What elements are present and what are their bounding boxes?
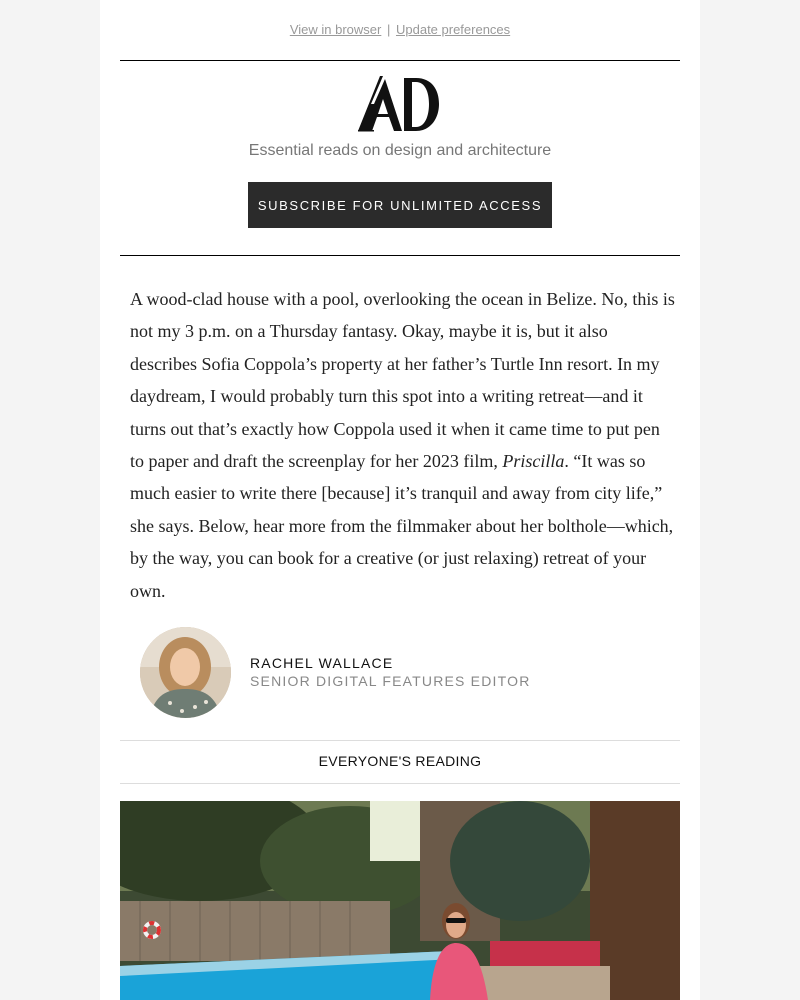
article-intro: [130, 283, 675, 607]
tagline: Essential reads on design and architecture: [248, 142, 552, 159]
preheader-separator: |: [386, 22, 391, 37]
email-container: [100, 0, 700, 1000]
hero-photo: [120, 801, 680, 1000]
subscribe-button[interactable]: SUBSCRIBE FOR UNLIMITED ACCESS: [248, 182, 552, 228]
author-title: SENIOR DIGITAL FEATURES EDITOR: [250, 673, 531, 689]
top-divider: [120, 60, 680, 61]
section-bottom-divider: [120, 783, 680, 784]
section-top-divider: [120, 740, 680, 741]
article-intro-continued: . “It was so much easier to write there [because] it’s tranquil and away from city life,” she says. Below, hear more from the filmmaker about her bolthole—which, by the way, you can book for a creative (or just relaxing) retreat of your own.: [130, 451, 674, 601]
author-portrait-image: [140, 627, 231, 718]
update-preferences-link[interactable]: Update preferences: [395, 22, 511, 37]
article-intro-text: A wood-clad house with a pool, overlooking the ocean in Belize. No, this is not my 3 p.m. on a Thursday fantasy. Okay, maybe it is, but it also describes Sofia Coppola’s property at her father’s Turtle Inn resort. In my daydream, I would probably turn this spot into a writing retreat—and it turns out that’s exactly how Coppola used it when it came time to put pen to paper and draft the screenplay for her 2023 film,: [130, 289, 675, 472]
hero-image[interactable]: [120, 801, 680, 1000]
film-title: Priscilla: [502, 451, 565, 472]
author-name: RACHEL WALLACE: [250, 655, 394, 671]
author-avatar: [140, 627, 231, 718]
ad-logo-mark: [358, 74, 442, 134]
view-in-browser-link[interactable]: View in browser: [289, 22, 382, 37]
section-title: EVERYONE'S READING: [318, 753, 482, 769]
header-bottom-divider: [120, 255, 680, 256]
author-block: [140, 627, 660, 719]
preheader: [100, 22, 700, 37]
ad-logo[interactable]: [100, 74, 700, 139]
